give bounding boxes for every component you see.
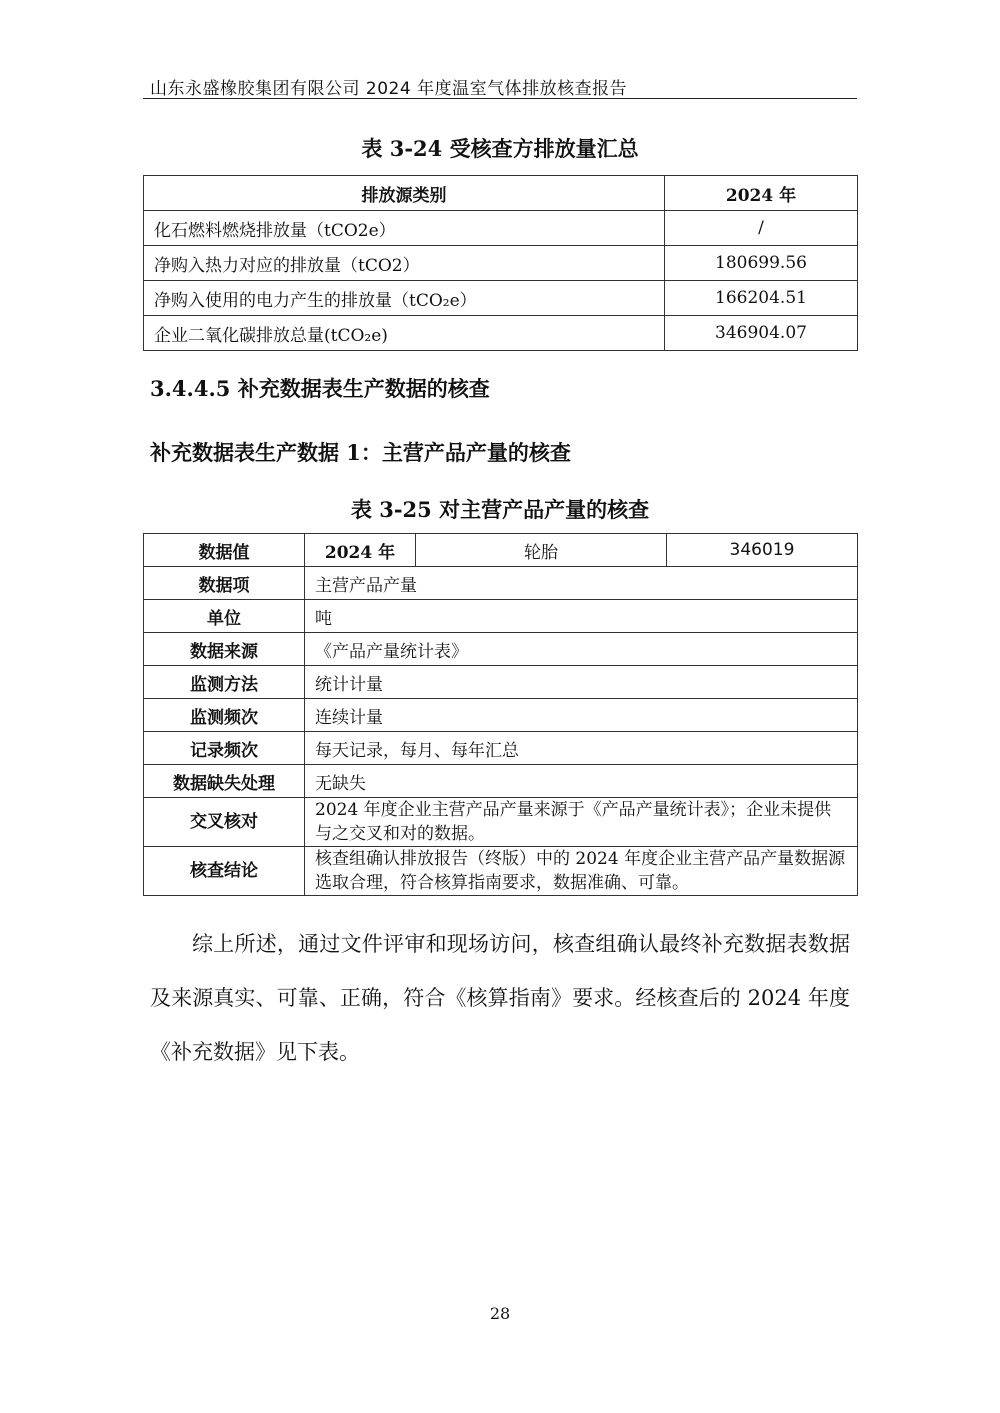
table-row: [144, 534, 858, 567]
table-row: [144, 567, 858, 600]
row-label: 交叉核对: [144, 798, 305, 847]
row-label: 化石燃料燃烧排放量（tCO2e）: [144, 211, 665, 246]
row-value: 连续计量: [305, 699, 858, 732]
table-row: [144, 765, 858, 798]
row-label: 监测方法: [144, 666, 305, 699]
row-label: 数据项: [144, 567, 305, 600]
table-row: [144, 847, 858, 896]
row-value: 核查组确认排放报告（终版）中的 2024 年度企业主营产品产量数据源选取合理，符合核算指南要求，数据准确、可靠。: [305, 847, 858, 896]
header-cell-year: 2024 年: [665, 176, 858, 211]
row-value: 2024 年度企业主营产品产量来源于《产品产量统计表》；企业未提供与之交叉和对的数据。: [305, 798, 858, 847]
row-label: 数据缺失处理: [144, 765, 305, 798]
data-value: 346019: [667, 534, 858, 567]
header-rule: [143, 98, 857, 99]
row-value: 吨: [305, 600, 858, 633]
table-3-25-caption: 表 3-25 对主营产品产量的核查: [350, 497, 650, 522]
row-label: 单位: [144, 600, 305, 633]
row-value: /: [665, 211, 858, 246]
row-value: 《产品产量统计表》: [305, 633, 858, 666]
table-row: [144, 316, 858, 351]
row-value: 每天记录，每月、每年汇总: [305, 732, 858, 765]
table-row: [144, 281, 858, 316]
table-3-24-caption: 表 3-24 受核查方排放量汇总: [361, 136, 639, 161]
row-label: 数据值: [144, 534, 305, 567]
table-row: [144, 798, 858, 847]
page-header: 山东永盛橡胶集团有限公司 2024 年度温室气体排放核查报告: [150, 79, 628, 99]
row-value: 统计计量: [305, 666, 858, 699]
section-subheading: 补充数据表生产数据 1：主营产品产量的核查: [150, 440, 571, 465]
product-output-table: [143, 533, 858, 896]
row-value: 346904.07: [665, 316, 858, 351]
row-label: 记录频次: [144, 732, 305, 765]
conclusion-paragraph: 综上所述，通过文件评审和现场访问，核查组确认最终补充数据表数据及来源真实、可靠、正确，符合《核算指南》要求。经核查后的 2024 年度《补充数据》见下表。: [150, 932, 850, 1064]
header-cell-category: 排放源类别: [144, 176, 665, 211]
row-label: 净购入使用的电力产生的排放量（tCO₂e）: [144, 281, 665, 316]
table-row: [144, 211, 858, 246]
table-row: [144, 732, 858, 765]
page-number: 28: [489, 1304, 511, 1323]
table-header-row: [144, 176, 858, 211]
data-product: 轮胎: [416, 534, 667, 567]
data-year: 2024 年: [305, 534, 416, 567]
section-heading: 3.4.4.5 补充数据表生产数据的核查: [150, 376, 490, 401]
table-row: [144, 699, 858, 732]
row-value: 主营产品产量: [305, 567, 858, 600]
table-row: [144, 246, 858, 281]
table-row: [144, 633, 858, 666]
row-label: 数据来源: [144, 633, 305, 666]
table-row: [144, 600, 858, 633]
row-value: 无缺失: [305, 765, 858, 798]
emissions-summary-table: [143, 175, 858, 351]
row-label: 监测频次: [144, 699, 305, 732]
row-label: 净购入热力对应的排放量（tCO2）: [144, 246, 665, 281]
table-row: [144, 666, 858, 699]
row-label: 企业二氧化碳排放总量(tCO₂e): [144, 316, 665, 351]
row-value: 180699.56: [665, 246, 858, 281]
row-value: 166204.51: [665, 281, 858, 316]
row-label: 核查结论: [144, 847, 305, 896]
